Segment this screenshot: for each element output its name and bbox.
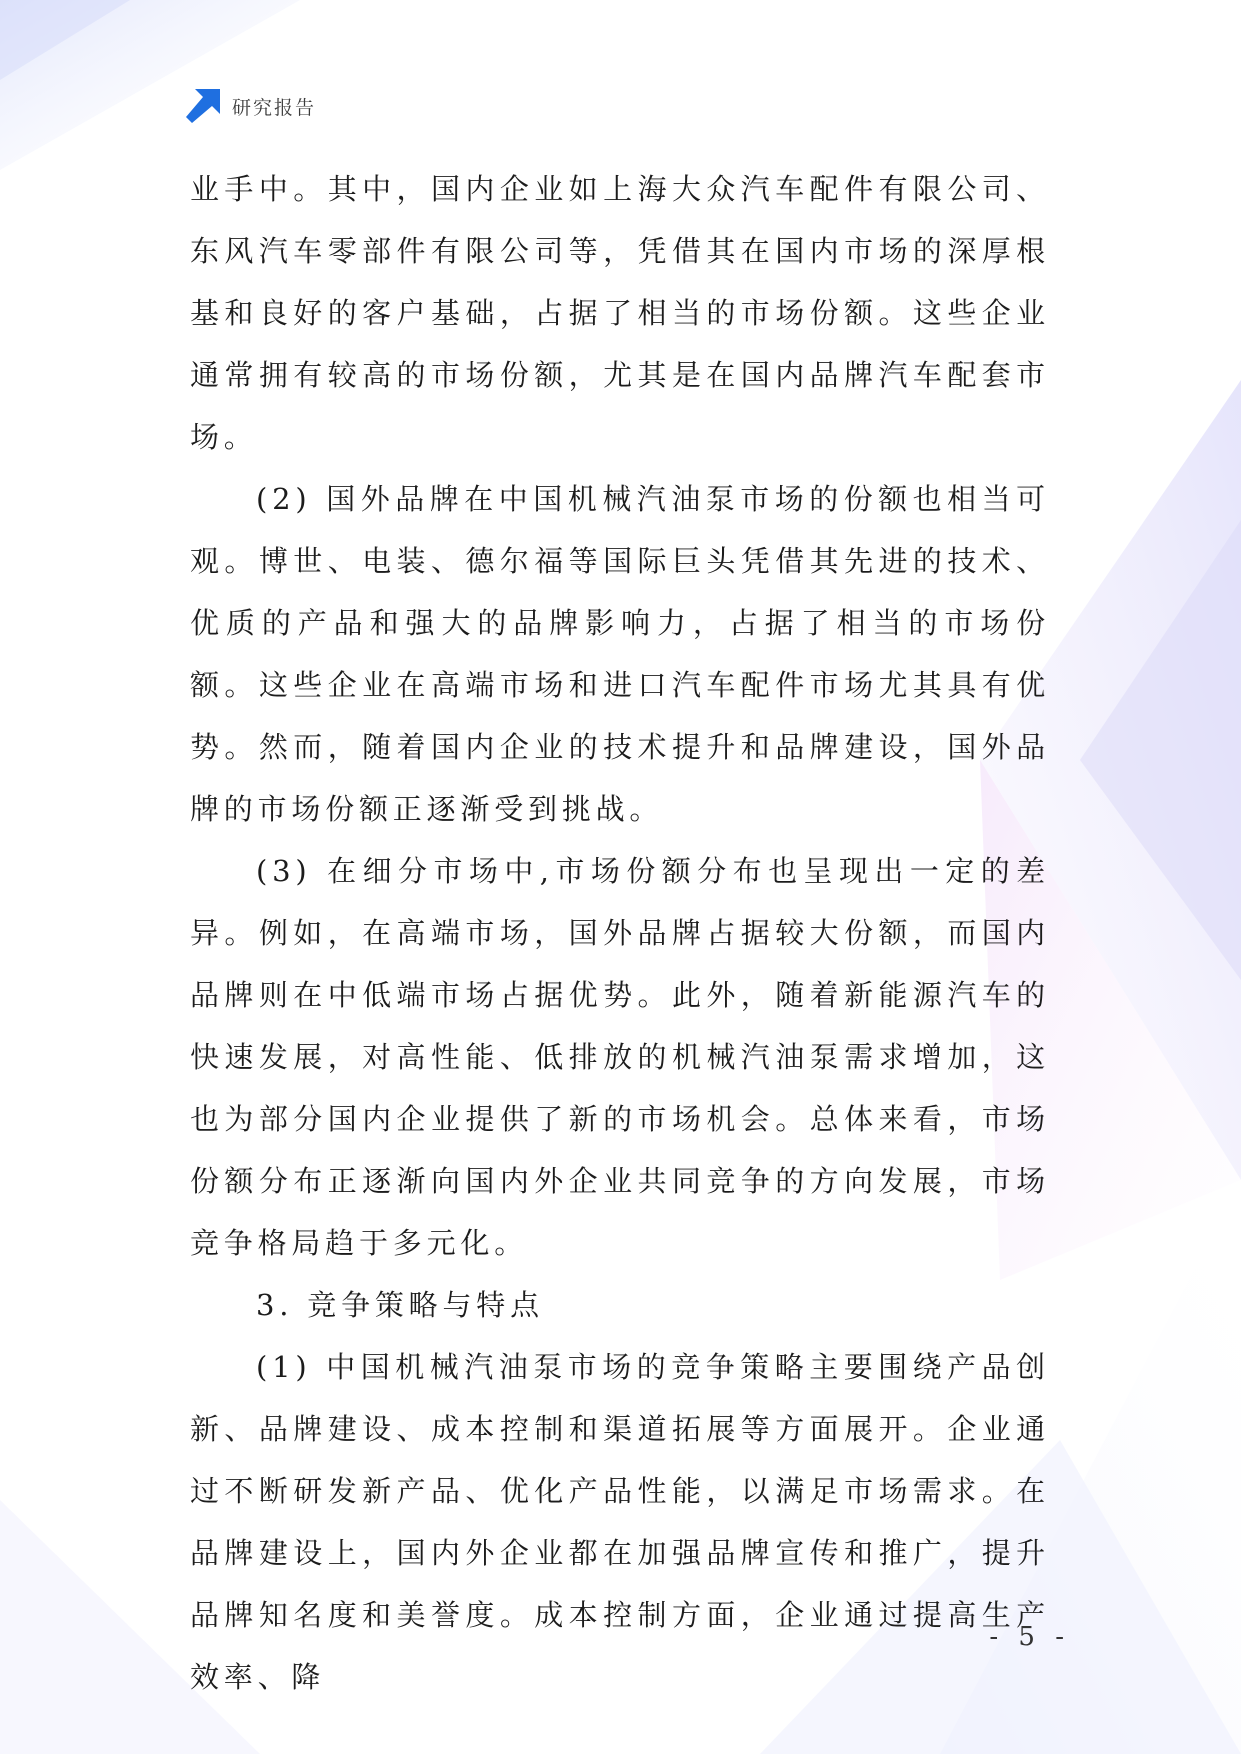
- report-header: [186, 88, 316, 124]
- paragraph-segment-markets: (3) 在细分市场中,市场份额分布也呈现出一定的差异。例如，在高端市场，国外品牌占据较大份额，而国内品牌则在中低端市场占据优势。此外，随着新能源汽车的快速发展，对高性能、低排放的机械汽油泵需求增加，这也为部分国内企业提供了新的市场机会。总体来看，市场份额分布正逐渐向国内外企业共同竞争的方向发展，市场竞争格局趋于多元化。: [190, 854, 1050, 1260]
- paragraph-continued: 业手中。其中，国内企业如上海大众汽车配件有限公司、东风汽车零部件有限公司等，凭借其在国内市场的深厚根基和良好的客户基础，占据了相当的市场份额。这些企业通常拥有较高的市场份额，尤其是在国内品牌汽车配套市场。: [190, 172, 1050, 454]
- header-title: 研究报告: [232, 96, 317, 119]
- arrow-up-right-logo-icon: [186, 89, 220, 123]
- paragraph-foreign-brands: (2) 国外品牌在中国机械汽油泵市场的份额也相当可观。博世、电装、德尔福等国际巨头凭借其先进的技术、优质的产品和强大的品牌影响力，占据了相当的市场份额。这些企业在高端市场和进口汽车配件市场尤其具有优势。然而，随着国内企业的技术提升和品牌建设，国外品牌的市场份额正逐渐受到挑战。: [190, 482, 1050, 826]
- section-heading: 3. 竞争策略与特点: [256, 1288, 544, 1322]
- document-body: [190, 158, 1050, 1708]
- page-number: - 5 -: [989, 1622, 1070, 1652]
- paragraph-competition-strategy: (1) 中国机械汽油泵市场的竞争策略主要围绕产品创新、品牌建设、成本控制和渠道拓展等方面展开。企业通过不断研发新产品、优化产品性能，以满足市场需求。在品牌建设上，国内外企业都在加强品牌宣传和推广，提升品牌知名度和美誉度。成本控制方面，企业通过提高生产效率、降: [190, 1350, 1050, 1694]
